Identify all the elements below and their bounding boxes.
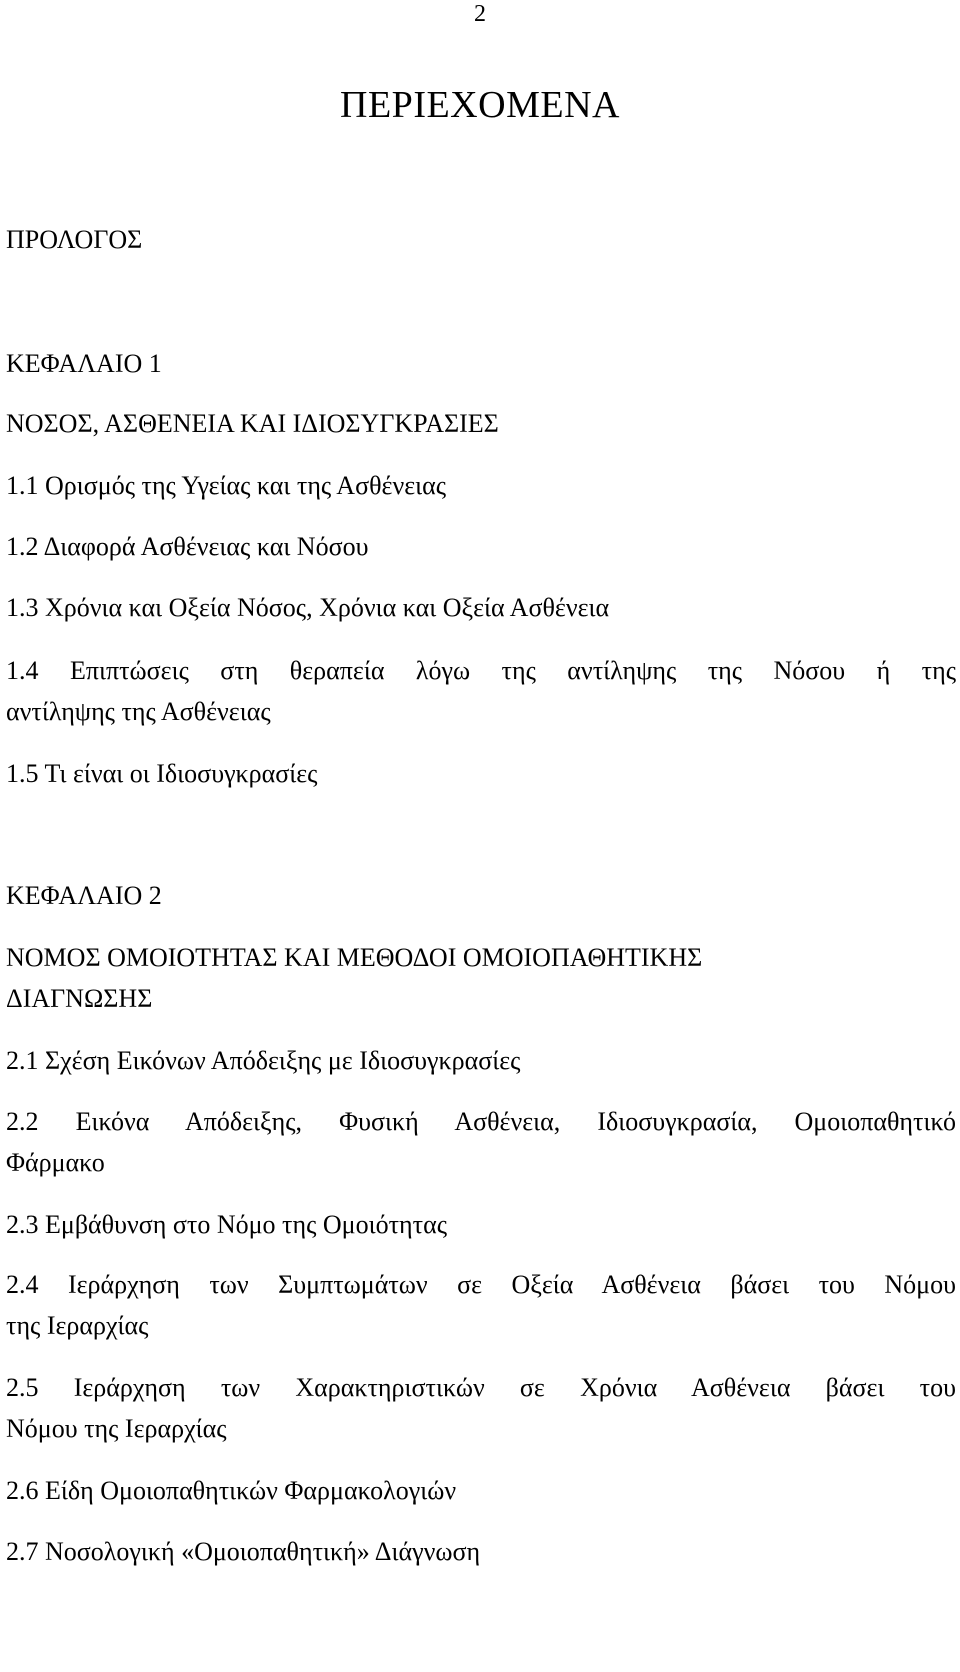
toc-entry-1-4: 1.4 Επιπτώσεις στη θεραπεία λόγω της αντίληψης της Νόσου ή της xyxy=(6,656,956,685)
toc-entry-2-3: 2.3 Εμβάθυνση στο Νόμο της Ομοιότητας xyxy=(6,1210,448,1239)
page-number: 2 xyxy=(474,1,486,27)
toc-entry-2-2-continued: Φάρμακο xyxy=(6,1148,105,1177)
chapter-2-title-continued: ΔΙΑΓΝΩΣΗΣ xyxy=(6,984,153,1013)
chapter-2-label: ΚΕΦΑΛΑΙΟ 2 xyxy=(6,881,162,910)
toc-entry-1-3: 1.3 Χρόνια και Οξεία Νόσος, Χρόνια και Οξεία Ασθένεια xyxy=(6,593,610,622)
toc-entry-2-2: 2.2 Εικόνα Απόδειξης, Φυσική Ασθένεια, Ιδιοσυγκρασία, Ομοιοπαθητικό xyxy=(6,1107,956,1136)
toc-entry-2-4-continued: της Ιεραρχίας xyxy=(6,1311,149,1340)
toc-entry-2-5: 2.5 Ιεράρχηση των Χαρακτηριστικών σε Χρόνια Ασθένεια βάσει του xyxy=(6,1373,956,1402)
chapter-1-label: ΚΕΦΑΛΑΙΟ 1 xyxy=(6,349,162,378)
prologue-heading: ΠΡΟΛΟΓΟΣ xyxy=(6,225,143,254)
chapter-1-title: ΝΟΣΟΣ, ΑΣΘΕΝΕΙΑ ΚΑΙ ΙΔΙΟΣΥΓΚΡΑΣΙΕΣ xyxy=(6,409,499,438)
toc-entry-2-5-continued: Νόμου της Ιεραρχίας xyxy=(6,1414,227,1443)
toc-entry-1-5: 1.5 Τι είναι οι Ιδιοσυγκρασίες xyxy=(6,759,318,788)
toc-entry-2-1: 2.1 Σχέση Εικόνων Απόδειξης με Ιδιοσυγκρασίες xyxy=(6,1046,521,1075)
toc-entry-1-4-continued: αντίληψης της Ασθένειας xyxy=(6,697,271,726)
toc-entry-2-6: 2.6 Είδη Ομοιοπαθητικών Φαρμακολογιών xyxy=(6,1476,457,1505)
toc-entry-1-1: 1.1 Ορισμός της Υγείας και της Ασθένειας xyxy=(6,471,447,500)
toc-entry-2-4: 2.4 Ιεράρχηση των Συμπτωμάτων σε Οξεία Ασθένεια βάσει του Νόμου xyxy=(6,1270,956,1299)
chapter-2-title: ΝΟΜΟΣ ΟΜΟΙΟΤΗΤΑΣ ΚΑΙ ΜΕΘΟΔΟΙ ΟΜΟΙΟΠΑΘΗΤΙΚΗΣ xyxy=(6,943,703,972)
toc-entry-2-7: 2.7 Νοσολογική «Ομοιοπαθητική» Διάγνωση xyxy=(6,1537,481,1566)
page-title: ΠΕΡΙΕΧΟΜΕΝΑ xyxy=(340,84,620,126)
toc-entry-1-2: 1.2 Διαφορά Ασθένειας και Νόσου xyxy=(6,532,369,561)
